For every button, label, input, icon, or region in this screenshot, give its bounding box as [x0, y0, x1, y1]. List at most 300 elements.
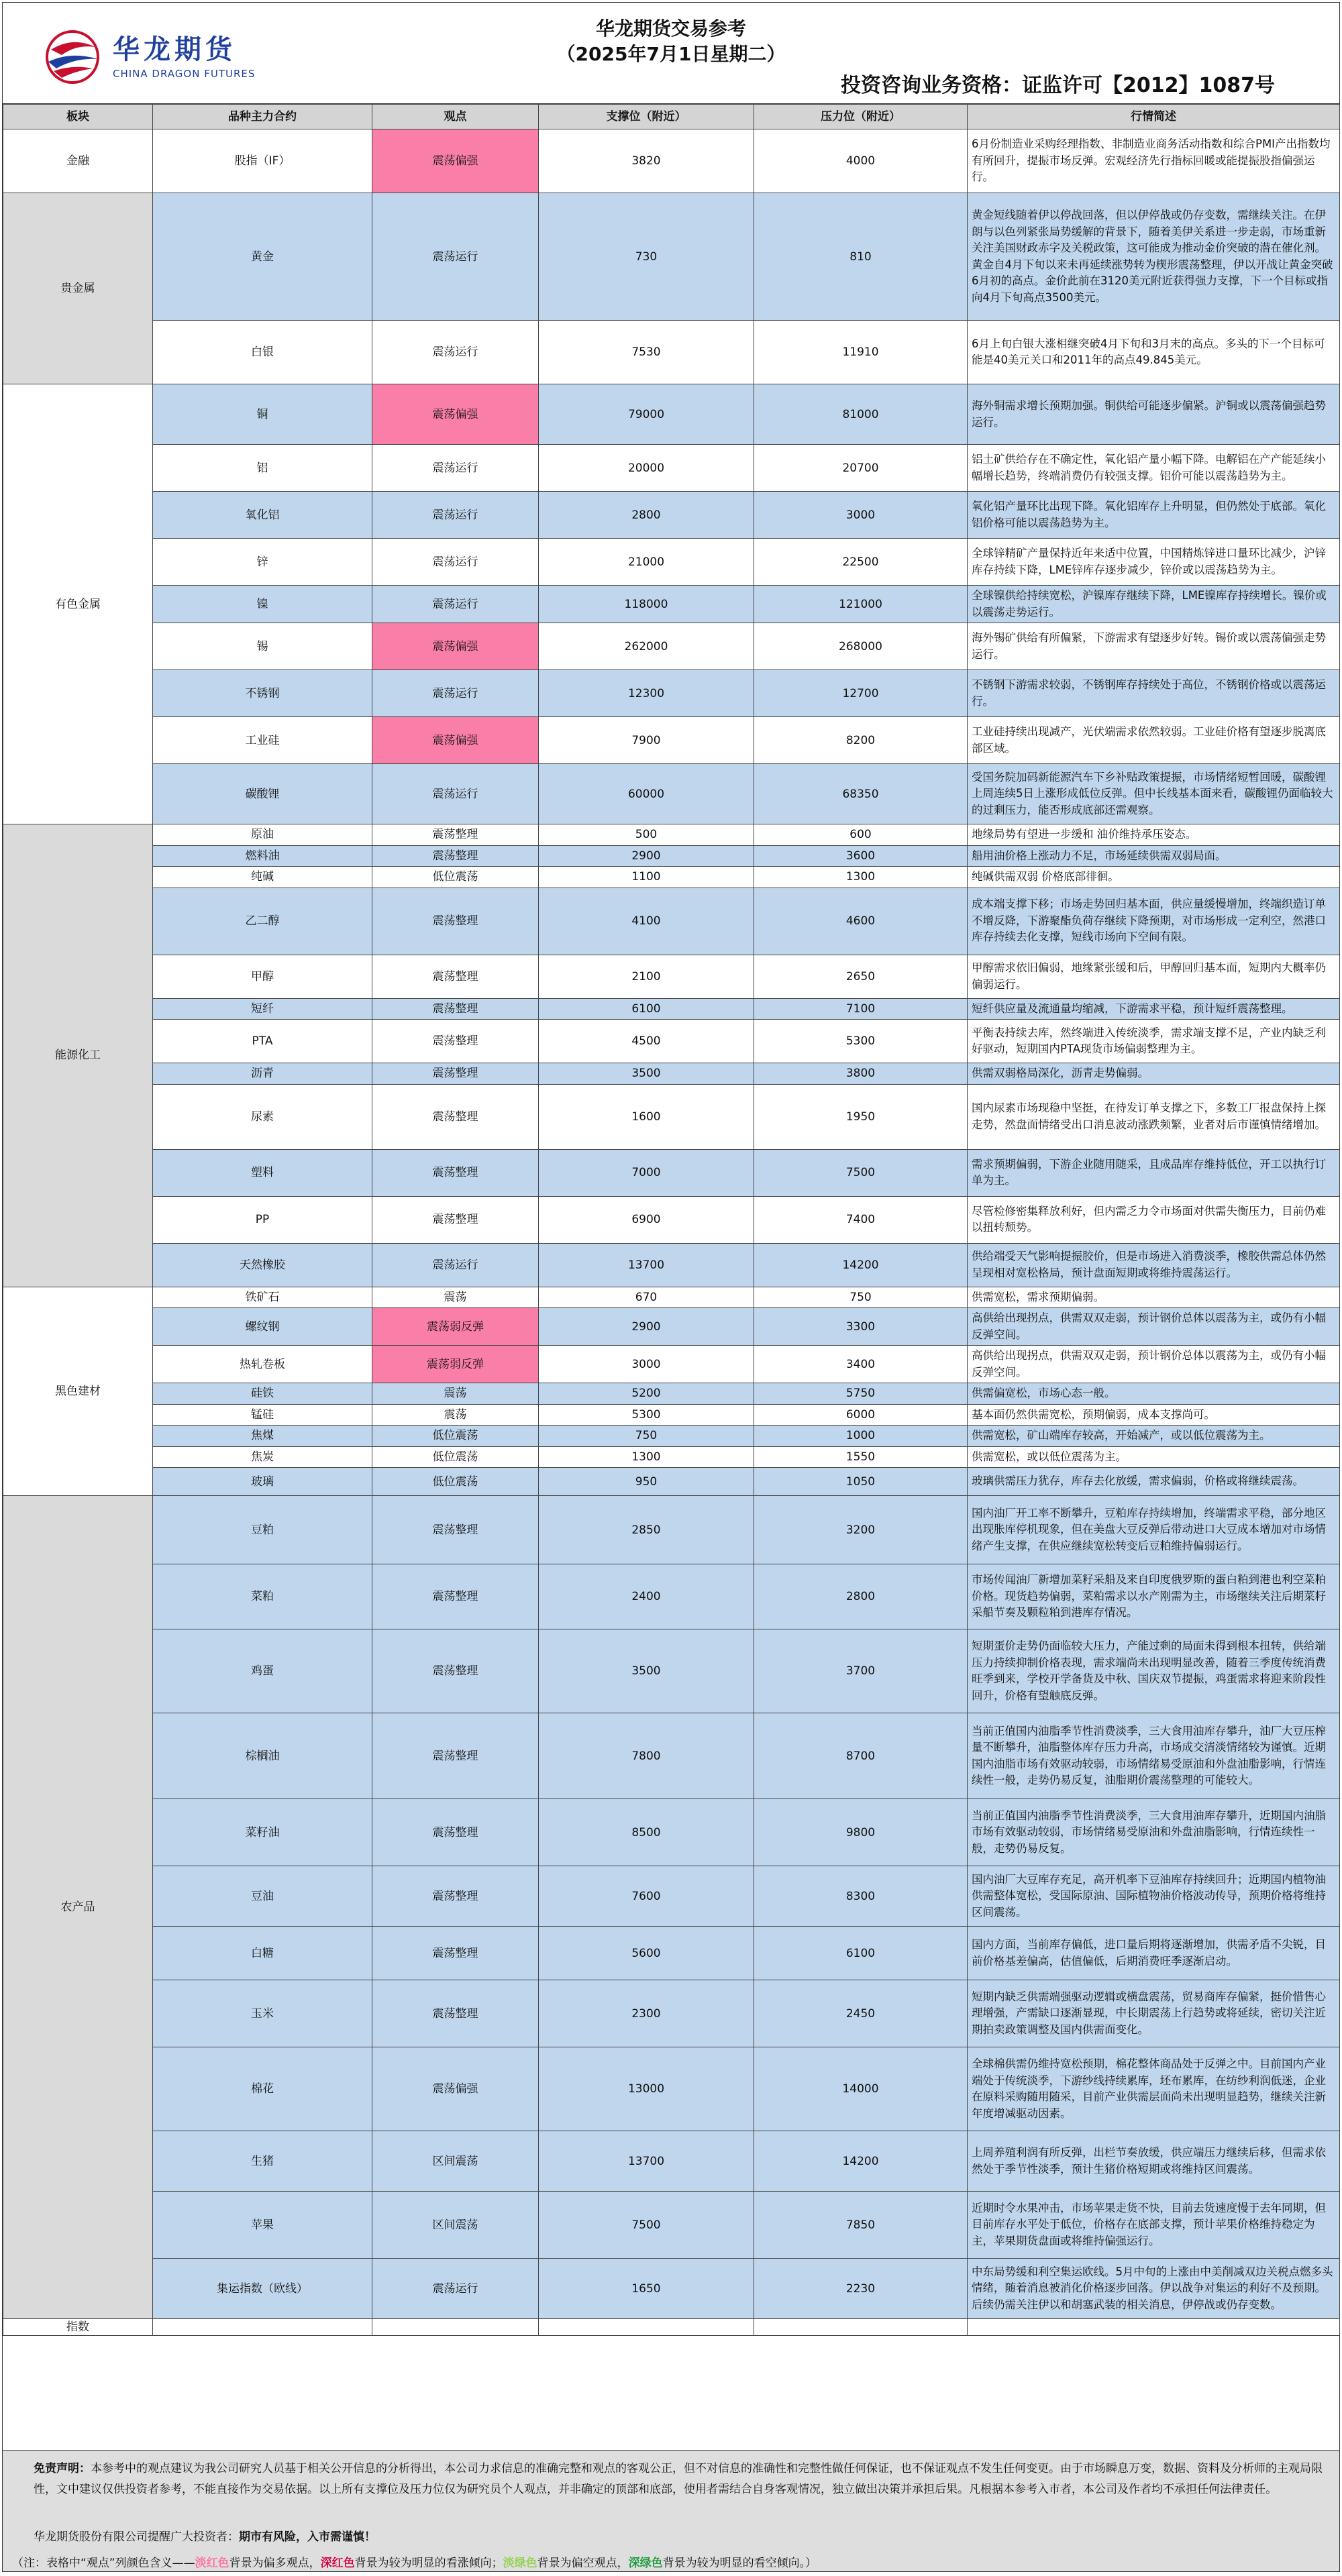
- table-row: [3, 1468, 1340, 1496]
- resistance-cell: 14200: [754, 2131, 968, 2192]
- summary-cell: 需求预期偏弱，下游企业随用随采，且成品库存维持低位，开工以执行订单为主。: [968, 1149, 1340, 1196]
- support-cell: 670: [539, 1287, 754, 1308]
- summary-cell: 6月上旬白银大涨相继突破4月下旬和3月末的高点。多头的下一个目标可能是40美元关口和2011年的高点49.845美元。: [968, 321, 1340, 384]
- resistance-cell: 3200: [754, 1496, 968, 1564]
- summary-cell: 船用油价格上涨动力不足，市场延续供需双弱局面。: [968, 845, 1340, 867]
- support-cell: 3500: [539, 1063, 754, 1085]
- contract-cell: 甲醇: [153, 955, 372, 998]
- summary-cell: 全球锌精矿产量保持近年来适中位置，中国精炼锌进口量环比减少，沪锌库存持续下降，LME锌库存逐步减少，锌价或以震荡趋势为主。: [968, 539, 1340, 586]
- col-header-summary: 行情简述: [968, 105, 1340, 129]
- contract-cell: 焦煤: [153, 1426, 372, 1447]
- table-row: [3, 539, 1340, 586]
- summary-cell: 全球棉供需仍维持宽松预期，棉花整体商品处于反弹之中。目前国内产业端处于传统淡季，下游纱线持续累库，坯布累库，在纺纱利润低迷，企业在原料采购随用随采，目前产业供需层面尚未出现明显趋势，继续关注新年度增减驱动因素。: [968, 2047, 1340, 2131]
- view-cell: 震荡整理: [372, 955, 539, 998]
- summary-cell: 供需偏宽松，市场心态一般。: [968, 1383, 1340, 1405]
- support-cell: 6900: [539, 1196, 754, 1243]
- reminder-bold: 期市有风险，入市需谨慎！: [239, 2530, 376, 2544]
- view-cell: 震荡: [372, 1287, 539, 1308]
- logo-english-name: CHINA DRAGON FUTURES: [113, 68, 256, 80]
- view-cell: 震荡整理: [372, 1196, 539, 1243]
- contract-cell: 铝: [153, 445, 372, 492]
- table-row: [3, 1383, 1340, 1405]
- title-text: 华龙期货交易参考: [595, 17, 746, 40]
- support-cell: 262000: [539, 623, 754, 670]
- contract-cell: 碳酸锂: [153, 764, 372, 824]
- table-row: [3, 193, 1340, 321]
- resistance-cell: 2650: [754, 955, 968, 998]
- resistance-cell: 22500: [754, 539, 968, 586]
- resistance-cell: 3600: [754, 845, 968, 867]
- support-cell: 2100: [539, 955, 754, 998]
- sector-cell: 能源化工: [3, 824, 153, 1287]
- view-cell: 区间震荡: [372, 2192, 539, 2259]
- contract-cell: 豆粕: [153, 1496, 372, 1564]
- contract-cell: 玉米: [153, 1980, 372, 2047]
- support-cell: 1100: [539, 867, 754, 888]
- contract-cell: 锡: [153, 623, 372, 670]
- resistance-cell: 4000: [754, 129, 968, 193]
- table-row: [3, 1799, 1340, 1866]
- summary-cell: 纯碱供需双弱 价格底部徘徊。: [968, 867, 1340, 888]
- resistance-cell: 6000: [754, 1404, 968, 1426]
- disclaimer: [34, 2459, 1326, 2500]
- support-cell: 3820: [539, 129, 754, 193]
- sector-cell: 有色金属: [3, 384, 153, 824]
- resistance-cell: 810: [754, 193, 968, 321]
- resistance-cell: 68350: [754, 764, 968, 824]
- table-row: [3, 670, 1340, 717]
- contract-cell: 氧化铝: [153, 492, 372, 539]
- contract-cell: 股指（IF）: [153, 129, 372, 193]
- view-cell: 震荡运行: [372, 764, 539, 824]
- disclaimer-text: 本参考中的观点建议为我公司研究人员基于相关公开信息的分析得出，本公司力求信息的准确完整和观点的客观公正，但不对信息的准确性和完整性做任何保证，也不保证观点不发生任何变更。由于市场瞬息万变，数据、资料及分析师的主观局限性，文中建议仅供投资者参考，不能直接作为交易依据。以上所有支撑位及压力位仅为研究员个人观点，并非确定的顶部和底部，使用者需结合自身客观情况，独立做出决策并承担后果。凡根据本参考入市者，本公司及作者均不承担任何法律责任。: [34, 2462, 1323, 2496]
- support-cell: 8500: [539, 1799, 754, 1866]
- contract-cell: 集运指数（欧线）: [153, 2259, 372, 2319]
- support-cell: 3500: [539, 1629, 754, 1713]
- contract-cell: 乙二醇: [153, 888, 372, 955]
- resistance-cell: 7500: [754, 1149, 968, 1196]
- support-cell: 500: [539, 824, 754, 846]
- view-cell: 震荡偏强: [372, 717, 539, 764]
- col-header-resistance: 压力位（附近）: [754, 105, 968, 129]
- support-cell: 13000: [539, 2047, 754, 2131]
- support-cell: 2900: [539, 1308, 754, 1346]
- resistance-cell: 6100: [754, 1927, 968, 1980]
- resistance-cell: 2800: [754, 1564, 968, 1629]
- resistance-cell: 3300: [754, 1308, 968, 1346]
- resistance-cell: 11910: [754, 321, 968, 384]
- contract-cell: 原油: [153, 824, 372, 846]
- support-cell: 2850: [539, 1496, 754, 1564]
- support-cell: 20000: [539, 445, 754, 492]
- contract-cell: 苹果: [153, 2192, 372, 2259]
- summary-cell: 受国务院加码新能源汽车下乡补贴政策提振，市场情绪短暂回暖，碳酸锂上周连续5日上涨形成低位反弹。但中长线基本面来看，碳酸锂仍面临较大的过剩压力，能否形成底部还需观察。: [968, 764, 1340, 824]
- summary-cell: 国内方面，当前库存偏低，进口量后期将逐渐增加，供需矛盾不尖锐，目前价格基差偏高，估值偏低，后期消费旺季逐渐启动。: [968, 1927, 1340, 1980]
- summary-cell: 铝土矿供给存在不确定性，氧化铝产量小幅下降。电解铝在产产能延续小幅增长趋势，终端消费仍有较强支撑。铝价可能以震荡趋势为主。: [968, 445, 1340, 492]
- table-row: [3, 1496, 1340, 1564]
- table-row: [3, 1084, 1340, 1149]
- contract-cell: 纯碱: [153, 867, 372, 888]
- table-row: [3, 384, 1340, 445]
- summary-cell: 短期蛋价走势仍面临较大压力，产能过剩的局面未得到根本扭转，供给端压力持续抑制价格表现，需求端尚未出现明显改善，随着三季度传统消费旺季到来，学校开学备货及中秋、国庆双节提振，鸡蛋需求将迎来阶段性回升，价格有望触底反弹。: [968, 1629, 1340, 1713]
- view-cell: [372, 2319, 539, 2336]
- resistance-cell: 12700: [754, 670, 968, 717]
- view-cell: 震荡运行: [372, 492, 539, 539]
- resistance-cell: 3400: [754, 1346, 968, 1383]
- contract-cell: [153, 2319, 372, 2336]
- contract-cell: 黄金: [153, 193, 372, 321]
- summary-cell: 高供给出现拐点，供需双双走弱，预计钢价总体以震荡为主，或仍有小幅反弹空间。: [968, 1308, 1340, 1346]
- view-cell: 震荡整理: [372, 1713, 539, 1799]
- contract-cell: 工业硅: [153, 717, 372, 764]
- summary-cell: 国内油厂开工率不断攀升，豆粕库存持续增加，终端需求平稳，部分地区出现胀库停机现象，但在美盘大豆反弹后带动进口大豆成本增加对市场情绪产生支撑，在供应继续宽松转变后豆粕维持偏弱运行。: [968, 1496, 1340, 1564]
- table-row: [3, 1426, 1340, 1447]
- support-cell: 5200: [539, 1383, 754, 1405]
- resistance-cell: 7400: [754, 1196, 968, 1243]
- contract-cell: 短纤: [153, 998, 372, 1020]
- view-cell: 低位震荡: [372, 1426, 539, 1447]
- view-cell: 震荡运行: [372, 445, 539, 492]
- support-cell: 4500: [539, 1020, 754, 1063]
- table-row: [3, 623, 1340, 670]
- resistance-cell: 3800: [754, 1063, 968, 1085]
- support-cell: 2800: [539, 492, 754, 539]
- risk-reminder: [34, 2527, 376, 2544]
- contract-cell: 棉花: [153, 2047, 372, 2131]
- resistance-cell: 14200: [754, 1243, 968, 1287]
- view-cell: 震荡运行: [372, 193, 539, 321]
- contract-cell: 玻璃: [153, 1468, 372, 1496]
- view-cell: 震荡偏强: [372, 129, 539, 193]
- contract-cell: 镍: [153, 586, 372, 623]
- summary-cell: 国内油厂大豆库存充足，高开机率下豆油库存持续回升；近期国内植物油供需整体宽松，受国际原油、国际植物油价格波动传导，预期价格将维持区间震荡。: [968, 1866, 1340, 1927]
- contract-cell: 焦炭: [153, 1446, 372, 1468]
- support-cell: 5300: [539, 1404, 754, 1426]
- support-cell: 7800: [539, 1713, 754, 1799]
- contract-cell: 热轧卷板: [153, 1346, 372, 1383]
- view-cell: 震荡弱反弹: [372, 1308, 539, 1346]
- summary-cell: 高供给出现拐点，供需双双走弱，预计钢价总体以震荡为主，或仍有小幅反弹空间。: [968, 1346, 1340, 1383]
- col-header-contract: 品种主力合约: [153, 105, 372, 129]
- trading-reference-table: [3, 104, 1340, 2336]
- table-row: [3, 1446, 1340, 1468]
- support-cell: 7500: [539, 2192, 754, 2259]
- table-row: [3, 321, 1340, 384]
- color-legend-note: [12, 2553, 817, 2570]
- support-cell: 2900: [539, 845, 754, 867]
- support-cell: 7600: [539, 1866, 754, 1927]
- summary-cell: 尽管检修密集释放利好，但内需乏力令市场面对供需失衡压力，目前仍难以扭转颓势。: [968, 1196, 1340, 1243]
- resistance-cell: 3700: [754, 1629, 968, 1713]
- contract-cell: PP: [153, 1196, 372, 1243]
- summary-cell: 工业硅持续出现减产，光伏端需求依然较弱。工业硅价格有望逐步脱离底部区域。: [968, 717, 1340, 764]
- disclaimer-label: 免责声明：: [34, 2462, 91, 2475]
- table-row: [3, 867, 1340, 888]
- table-row: [3, 445, 1340, 492]
- table-row: [3, 492, 1340, 539]
- view-cell: 震荡: [372, 1383, 539, 1405]
- table-row: [3, 1196, 1340, 1243]
- table-row: [3, 1243, 1340, 1287]
- support-cell: 21000: [539, 539, 754, 586]
- legend-light-green: 淡绿色: [503, 2557, 537, 2570]
- resistance-cell: 1950: [754, 1084, 968, 1149]
- resistance-cell: 600: [754, 824, 968, 846]
- table-row: [3, 845, 1340, 867]
- view-cell: 震荡整理: [372, 1629, 539, 1713]
- resistance-cell: 2450: [754, 1980, 968, 2047]
- sector-cell: 金融: [3, 129, 153, 193]
- resistance-cell: 1550: [754, 1446, 968, 1468]
- support-cell: [539, 2319, 754, 2336]
- support-cell: 118000: [539, 586, 754, 623]
- view-cell: 震荡: [372, 1404, 539, 1426]
- contract-cell: 螺纹钢: [153, 1308, 372, 1346]
- view-cell: 震荡运行: [372, 1243, 539, 1287]
- col-header-sector: 板块: [3, 105, 153, 129]
- table-row: [3, 2192, 1340, 2259]
- resistance-cell: 7100: [754, 998, 968, 1020]
- contract-cell: 菜籽油: [153, 1799, 372, 1866]
- view-cell: 震荡整理: [372, 845, 539, 867]
- view-cell: 震荡整理: [372, 1927, 539, 1980]
- table-row: [3, 824, 1340, 846]
- summary-cell: 供给端受天气影响提振胶价，但是市场进入消费淡季，橡胶供需总体仍然呈现相对宽松格局，预计盘面短期或将维持震荡运行。: [968, 1243, 1340, 1287]
- contract-cell: 棕榈油: [153, 1713, 372, 1799]
- view-cell: 震荡整理: [372, 1980, 539, 2047]
- table-row: [3, 1564, 1340, 1629]
- contract-cell: 铜: [153, 384, 372, 445]
- table-row: [3, 717, 1340, 764]
- summary-cell: 地缘局势有望进一步缓和 油价维持承压姿态。: [968, 824, 1340, 846]
- support-cell: 7900: [539, 717, 754, 764]
- summary-cell: 成本端支撑下移；市场走势回归基本面，供应量缓慢增加，终端织造订单不增反降，下游聚酯负荷存继续下降预期，对市场形成一定利空，然港口库存持续去化支撑，短线市场向下空间有限。: [968, 888, 1340, 955]
- view-cell: 震荡运行: [372, 2259, 539, 2319]
- col-header-view: 观点: [372, 105, 539, 129]
- note-part: （注：表格中“观点”列颜色含义——: [12, 2557, 195, 2570]
- summary-cell: 海外锡矿供给有所偏紧，下游需求有望逐步好转。锡价或以震荡偏强走势运行。: [968, 623, 1340, 670]
- summary-cell: 国内尿素市场现稳中坚挺，在待发订单支撑之下，多数工厂报盘保持上探走势，然盘面情绪受出口消息波动涨跌频繁，业者对后市谨慎情绪增加。: [968, 1084, 1340, 1149]
- resistance-cell: 5300: [754, 1020, 968, 1063]
- view-cell: 震荡整理: [372, 998, 539, 1020]
- table-row: [3, 1713, 1340, 1799]
- table-row: [3, 1866, 1340, 1927]
- contract-cell: 白糖: [153, 1927, 372, 1980]
- view-cell: 震荡整理: [372, 888, 539, 955]
- table-row: [3, 129, 1340, 193]
- resistance-cell: 4600: [754, 888, 968, 955]
- table-row: [3, 2047, 1340, 2131]
- resistance-cell: 1050: [754, 1468, 968, 1496]
- note-part: 背景为较为明显的看涨倾向；: [354, 2557, 503, 2570]
- summary-cell: 近期时令水果冲击，市场苹果走货不快，目前去货速度慢于去年同期，但目前库存水平处于低位，价格存在底部支撑，预计苹果价格维持稳定为主，苹果期货盘面或将维持偏强运行。: [968, 2192, 1340, 2259]
- resistance-cell: 7850: [754, 2192, 968, 2259]
- legend-light-red: 淡红色: [195, 2557, 229, 2570]
- contract-cell: 尿素: [153, 1084, 372, 1149]
- summary-cell: 海外铜需求增长预期加强。铜供给可能逐步偏紧。沪铜或以震荡偏强趋势运行。: [968, 384, 1340, 445]
- view-cell: 区间震荡: [372, 2131, 539, 2192]
- legend-dark-red: 深红色: [320, 2557, 355, 2570]
- contract-cell: 沥青: [153, 1063, 372, 1085]
- summary-cell: 上周养殖利润有所反弹，出栏节奏放缓，供应端压力继续后移，但需求依然处于季节性淡季，预计生猪价格短期或将维持区间震荡。: [968, 2131, 1340, 2192]
- table-row: [3, 888, 1340, 955]
- table-row: [3, 586, 1340, 623]
- view-cell: 低位震荡: [372, 1468, 539, 1496]
- resistance-cell: 750: [754, 1287, 968, 1308]
- view-cell: 震荡整理: [372, 824, 539, 846]
- contract-cell: PTA: [153, 1020, 372, 1063]
- support-cell: 950: [539, 1468, 754, 1496]
- view-cell: 震荡整理: [372, 1063, 539, 1085]
- summary-cell: 供需宽松，或以低位震荡为主。: [968, 1446, 1340, 1468]
- support-cell: 13700: [539, 1243, 754, 1287]
- summary-cell: 供需双弱格局深化，沥青走势偏弱。: [968, 1063, 1340, 1085]
- contract-cell: 天然橡胶: [153, 1243, 372, 1287]
- table-row: [3, 1287, 1340, 1308]
- view-cell: 震荡运行: [372, 321, 539, 384]
- support-cell: 6100: [539, 998, 754, 1020]
- view-cell: 震荡弱反弹: [372, 1346, 539, 1383]
- summary-cell: 平衡表持续去库，然终端进入传统淡季，需求端支撑不足，产业内缺乏利好驱动，短期国内PTA现货市场偏弱整理为主。: [968, 1020, 1340, 1063]
- support-cell: 60000: [539, 764, 754, 824]
- summary-cell: 中东局势缓和利空集运欧线。5月中旬的上涨由中美削减双边关税点燃多头情绪，随着消息被消化价格逐步回落。伊以战争对集运的利好不及预期。后续仍需关注伊以和胡塞武装的相关消息，伊停战或仍存变数。: [968, 2259, 1340, 2319]
- view-cell: 低位震荡: [372, 1446, 539, 1468]
- contract-cell: 菜粕: [153, 1564, 372, 1629]
- support-cell: 7530: [539, 321, 754, 384]
- table-row: [3, 1308, 1340, 1346]
- view-cell: 震荡整理: [372, 1020, 539, 1063]
- summary-cell: [968, 2319, 1340, 2336]
- resistance-cell: 9800: [754, 1799, 968, 1866]
- note-part: 背景为偏空观点，: [537, 2557, 629, 2570]
- support-cell: 2400: [539, 1564, 754, 1629]
- resistance-cell: 8300: [754, 1866, 968, 1927]
- sector-cell: 黑色建材: [3, 1287, 153, 1496]
- summary-cell: 氧化铝产量环比出现下降。氧化铝库存上升明显，但仍然处于底部。氧化铝价格可能以震荡趋势为主。: [968, 492, 1340, 539]
- report-header: [3, 3, 1339, 104]
- support-cell: 79000: [539, 384, 754, 445]
- view-cell: 震荡偏强: [372, 384, 539, 445]
- contract-cell: 鸡蛋: [153, 1629, 372, 1713]
- sector-cell: 贵金属: [3, 193, 153, 384]
- contract-cell: 塑料: [153, 1149, 372, 1196]
- view-cell: 震荡整理: [372, 1149, 539, 1196]
- resistance-cell: 14000: [754, 2047, 968, 2131]
- summary-cell: 当前正值国内油脂季节性消费淡季，三大食用油库存攀升，油厂大豆压榨量不断攀升，油脂整体库存压力升高，市场成交清淡情绪较为谨慎。近期国内油脂市场有效驱动较弱，市场情绪易受原油和外盘油脂影响，行情连续性一般，走势仍易反复，油脂期价震荡整理的可能较大。: [968, 1713, 1340, 1799]
- support-cell: 5600: [539, 1927, 754, 1980]
- table-row: [3, 2259, 1340, 2319]
- support-cell: 1300: [539, 1446, 754, 1468]
- legend-dark-green: 深绿色: [628, 2557, 663, 2570]
- view-cell: 震荡整理: [372, 1084, 539, 1149]
- resistance-cell: 1000: [754, 1426, 968, 1447]
- contract-cell: 锰硅: [153, 1404, 372, 1426]
- summary-cell: 不锈钢下游需求较弱，不锈钢库存持续处于高位，不锈钢价格或以震荡运行。: [968, 670, 1340, 717]
- logo-chinese-name: 华龙期货: [113, 34, 236, 65]
- summary-cell: 供需宽松，需求预期偏弱。: [968, 1287, 1340, 1308]
- table-row: [3, 998, 1340, 1020]
- summary-cell: 黄金短线随着伊以停战回落，但以伊停战或仍存变数，需继续关注。在伊朗与以色列紧张局势缓解的背景下，随着美伊关系进一步走弱，市场重新关注美国财政赤字及关税政策，这可能成为推动金价突破的潜在催化剂。黄金自4月下旬以来未再延续涨势转为楔形震荡整理，伊以开战让黄金突破6月初的高点。金价此前在3120美元附近获得强力支撑，下一个目标或指向4月下旬高点3500美元。: [968, 193, 1340, 321]
- license-text: 投资咨询业务资格：证监许可【2012】1087号: [841, 74, 1275, 97]
- view-cell: 震荡运行: [372, 586, 539, 623]
- note-part: 背景为较为明显的看空倾向。）: [662, 2557, 817, 2570]
- support-cell: 730: [539, 193, 754, 321]
- table-row: [3, 955, 1340, 998]
- view-cell: 震荡偏强: [372, 623, 539, 670]
- summary-cell: 6月份制造业采购经理指数、非制造业商务活动指数和综合PMI产出指数均有所回升，提振市场反弹。宏观经济先行指标回暖或能提振股指偏强运行。: [968, 129, 1340, 193]
- contract-cell: 不锈钢: [153, 670, 372, 717]
- summary-cell: 基本面仍然供需宽松，预期偏弱，成本支撑尚可。: [968, 1404, 1340, 1426]
- view-cell: 震荡整理: [372, 1866, 539, 1927]
- table-row: [3, 2319, 1340, 2336]
- support-cell: 12300: [539, 670, 754, 717]
- view-cell: 震荡运行: [372, 539, 539, 586]
- table-row: [3, 1346, 1340, 1383]
- summary-cell: 玻璃供需压力犹存，库存去化放缓，需求偏弱，价格或将继续震荡。: [968, 1468, 1340, 1496]
- table-row: [3, 1149, 1340, 1196]
- contract-cell: 豆油: [153, 1866, 372, 1927]
- summary-cell: 全球镍供给持续宽松，沪镍库存继续下降，LME镍库存持续增长。镍价或以震荡走势运行。: [968, 586, 1340, 623]
- view-cell: 震荡运行: [372, 670, 539, 717]
- resistance-cell: [754, 2319, 968, 2336]
- resistance-cell: 3000: [754, 492, 968, 539]
- summary-cell: 当前正值国内油脂季节性消费淡季，三大食用油库存攀升，近期国内油脂市场有效驱动较弱，市场情绪易受原油和外盘油脂影响，行情连续性一般，走势仍易反复。: [968, 1799, 1340, 1866]
- view-cell: 震荡整理: [372, 1496, 539, 1564]
- summary-cell: 供需宽松，矿山端库存较高，开始减产，或以低位震荡为主。: [968, 1426, 1340, 1447]
- contract-cell: 生猪: [153, 2131, 372, 2192]
- reminder-prefix: 华龙期货股份有限公司提醒广大投资者：: [34, 2530, 239, 2544]
- view-cell: 震荡整理: [372, 1799, 539, 1866]
- resistance-cell: 5750: [754, 1383, 968, 1405]
- resistance-cell: 1300: [754, 867, 968, 888]
- table-row: [3, 1629, 1340, 1713]
- support-cell: 13700: [539, 2131, 754, 2192]
- summary-cell: 甲醇需求依旧偏弱，地缘紧张缓和后，甲醇回归基本面，短期内大概率仍偏弱运行。: [968, 955, 1340, 998]
- support-cell: 1600: [539, 1084, 754, 1149]
- report-footer: [3, 2450, 1339, 2571]
- view-cell: 低位震荡: [372, 867, 539, 888]
- resistance-cell: 8700: [754, 1713, 968, 1799]
- resistance-cell: 20700: [754, 445, 968, 492]
- contract-cell: 燃料油: [153, 845, 372, 867]
- view-cell: 震荡偏强: [372, 2047, 539, 2131]
- support-cell: 2300: [539, 1980, 754, 2047]
- support-cell: 3000: [539, 1346, 754, 1383]
- table-row: [3, 764, 1340, 824]
- sector-cell: 农产品: [3, 1496, 153, 2319]
- summary-cell: 短纤供应量及流通量均缩减，下游需求平稳，预计短纤震荡整理。: [968, 998, 1340, 1020]
- report-page: [2, 2, 1340, 2572]
- summary-cell: 短期内缺乏供需端强驱动逻辑或横盘震荡，贸易商库存偏紧，挺价惜售心理增强，产需缺口逐渐显现，中长期震荡上行趋势或将延续，密切关注近期拍卖政策调整及国内供需面变化。: [968, 1980, 1340, 2047]
- report-title: [3, 16, 1339, 67]
- support-cell: 750: [539, 1426, 754, 1447]
- contract-cell: 铁矿石: [153, 1287, 372, 1308]
- support-cell: 7000: [539, 1149, 754, 1196]
- table-row: [3, 1980, 1340, 2047]
- contract-cell: 硅铁: [153, 1383, 372, 1405]
- resistance-cell: 2230: [754, 2259, 968, 2319]
- contract-cell: 锌: [153, 539, 372, 586]
- resistance-cell: 81000: [754, 384, 968, 445]
- report-date: （2025年7月1日星期二）: [556, 43, 786, 65]
- view-cell: 震荡整理: [372, 1564, 539, 1629]
- table-row: [3, 1020, 1340, 1063]
- table-row: [3, 1063, 1340, 1085]
- table-row: [3, 2131, 1340, 2192]
- resistance-cell: 268000: [754, 623, 968, 670]
- resistance-cell: 121000: [754, 586, 968, 623]
- sector-cell: 指数: [3, 2319, 153, 2336]
